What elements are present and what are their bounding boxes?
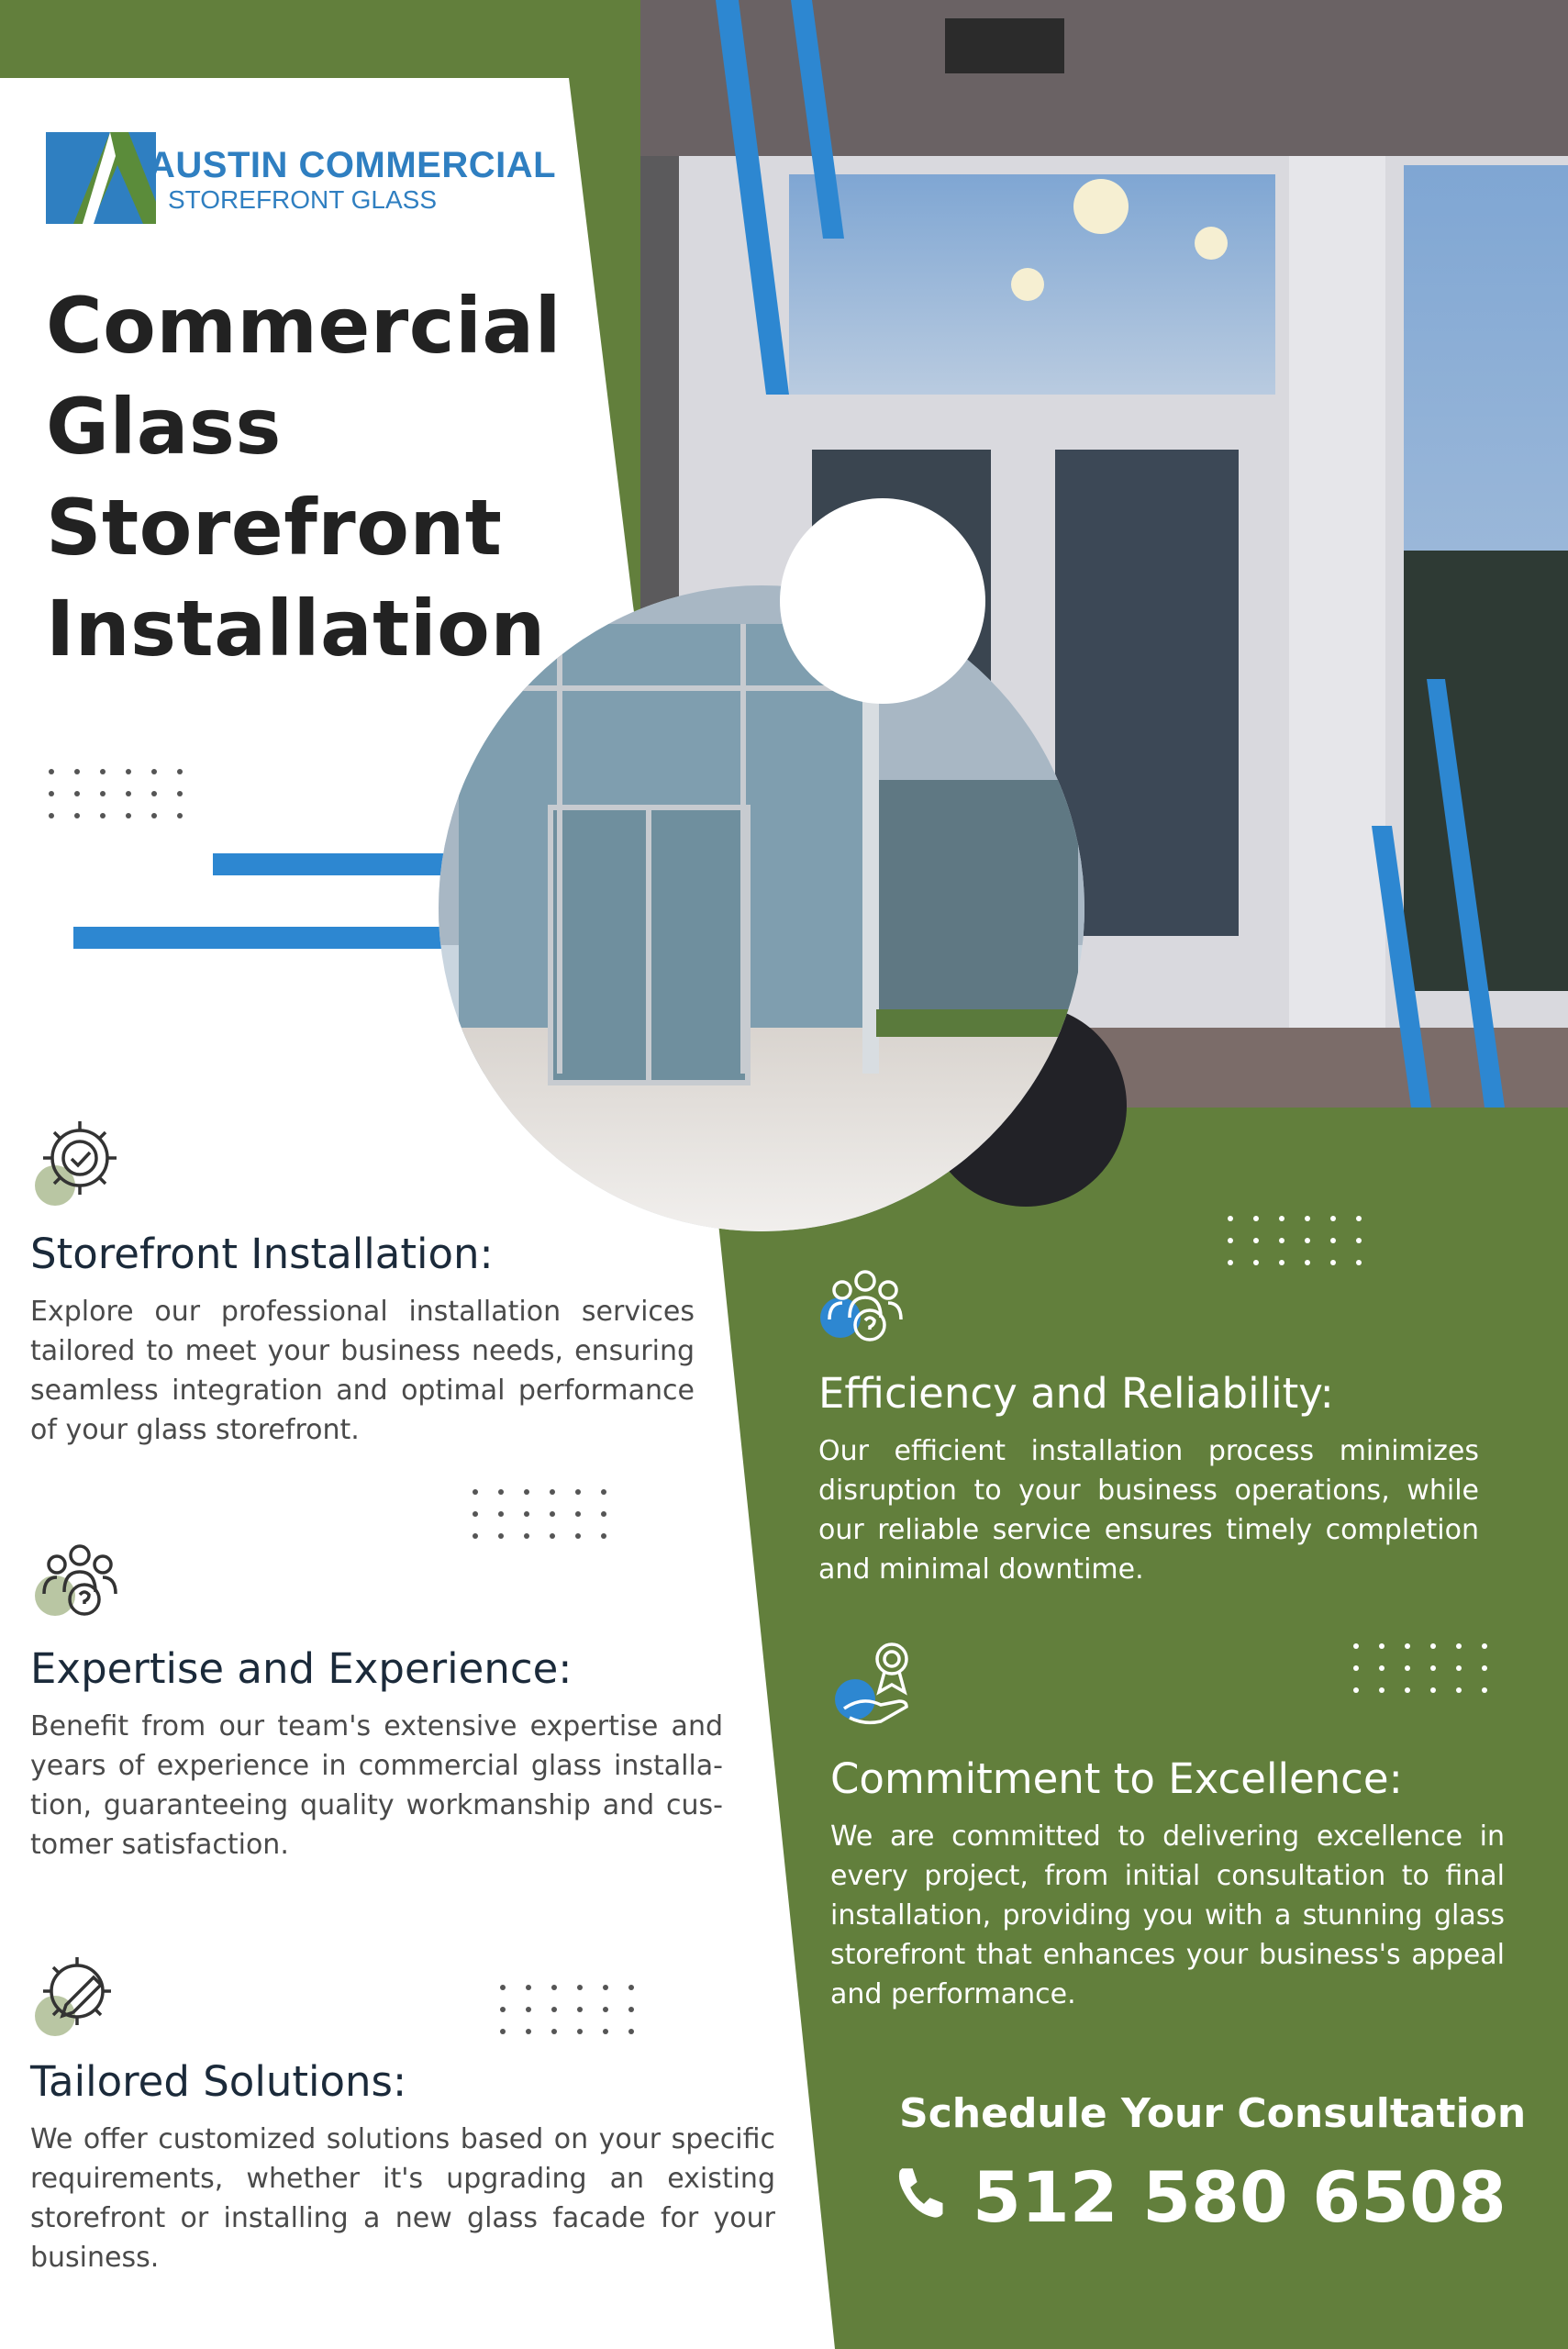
section-body: Our efficient installation process minimizes disruption to your business operations, while our reliable service ensures timely completion and minimal downtime. bbox=[818, 1435, 1479, 1586]
section-title: Tailored Solutions: bbox=[30, 2057, 407, 2106]
page-title bbox=[46, 275, 596, 679]
dot-grid-decoration bbox=[1225, 1213, 1381, 1268]
dot-grid-decoration bbox=[497, 1982, 653, 2037]
title-line: Storefront bbox=[46, 483, 503, 573]
brand-name: AUSTIN COMMERCIAL bbox=[149, 145, 557, 185]
title-line: Installation bbox=[46, 584, 546, 674]
section-title: Commitment to Excellence: bbox=[830, 1754, 1403, 1803]
phone-icon bbox=[895, 2165, 950, 2230]
team-question-icon bbox=[29, 1537, 130, 1638]
section-title: Storefront Installation: bbox=[30, 1230, 494, 1278]
dot-grid-decoration bbox=[470, 1486, 626, 1542]
gear-pencil-icon bbox=[29, 1950, 130, 2051]
section-body: We offer customized solutions based on your specific requirements, whether it's upgrading an existing storefront or installing a new glass facade for your business. bbox=[30, 2123, 775, 2274]
section-title: Efficiency and Reliability: bbox=[818, 1369, 1334, 1418]
dot-grid-decoration bbox=[1351, 1641, 1507, 1696]
section-body: Explore our professional installation services tailored to meet your business needs, ensuring seamless integration and optimal performance of your glass storefront. bbox=[30, 1296, 695, 1446]
hand-award-icon bbox=[826, 1633, 927, 1734]
section-body: Benefit from our team's extensive expertise and years of experience in commercial glass installa-tion, guaranteeing quality workmanship and cus-tomer satisfaction. bbox=[30, 1710, 723, 1861]
title-line: Glass bbox=[46, 382, 282, 472]
dot-grid-decoration bbox=[46, 766, 202, 821]
brand-logo bbox=[46, 128, 557, 229]
title-line: Commercial bbox=[46, 281, 562, 371]
section-body: We are committed to delivering excellence in every project, from initial consultation to final installation, providing you with a stunning glass storefront that enhances your business's appeal and performance. bbox=[830, 1820, 1505, 2010]
logo-mark-icon bbox=[46, 128, 156, 228]
team-question-icon bbox=[815, 1268, 916, 1369]
cta-label: Schedule Your Consultation bbox=[899, 2090, 1527, 2137]
phone-number[interactable]: 512 580 6508 bbox=[973, 2156, 1507, 2238]
brand-subtitle: STOREFRONT GLASS bbox=[168, 185, 438, 214]
gear-check-icon bbox=[29, 1110, 130, 1211]
section-title: Expertise and Experience: bbox=[30, 1644, 573, 1693]
